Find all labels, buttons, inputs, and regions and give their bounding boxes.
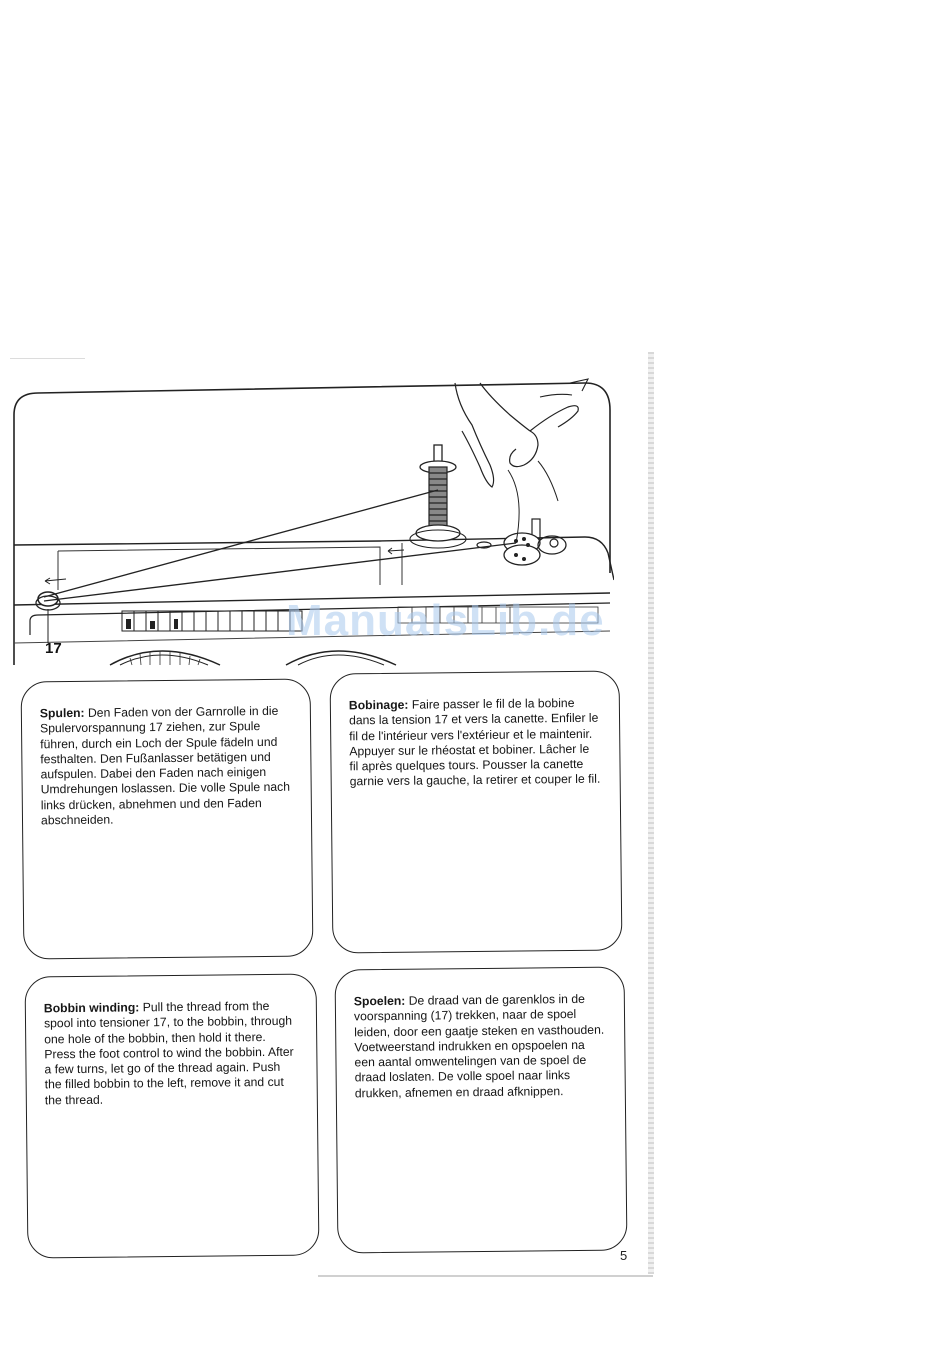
section-dutch-title: Spoelen: (353, 993, 409, 1009)
scan-edge-right (648, 352, 654, 1274)
section-german-title: Spulen: (39, 705, 89, 721)
section-dutch-text: De draad van de garenklos in de voorspanning (17) trekken, naar de spoel leiden, door een gaatje steken en vasthouden. Voetweerstand indrukken en opspoelen na een aantal omwentelingen van de spoel de draad loslaten. De volle spoel naar links drukken, afnemen en draad afknippen. (353, 991, 605, 1101)
page-number: 5 (620, 1248, 628, 1263)
section-french (330, 670, 623, 953)
section-german-text: Den Faden von der Garnrolle in die Spulervorspannung 17 ziehen, zur Spule führen, durch ein Loch der Spule fädeln und festhalten. Den Fußanlasser betätigen und aufspulen. Dabei den Faden nach einigen Umdrehungen loslassen. Die volle Spule nach links drücken, abnehmen und den Faden abschneiden. (39, 703, 291, 828)
figure-label-17: 17 (45, 640, 62, 657)
section-english-text: Pull the thread from the spool into tensioner 17, to the bobbin, through one hole of the bobbin, then hold it there. Press the foot control to wind the bobbin. After a few turns, let go of the thread again. Push the filled bobbin to the left, remove it and cut the thread. (43, 998, 294, 1108)
section-german (21, 678, 314, 959)
section-english-title: Bobbin winding: (43, 1000, 143, 1016)
scan-edge-bottom (318, 1275, 653, 1277)
section-english (25, 973, 320, 1258)
section-dutch (335, 966, 628, 1253)
section-french-text: Faire passer le fil de la bobine dans la tension 17 et vers la canette. Enfiler le fil de l'intérieur vers l'extérieur et le maintenir. Appuyer sur le rhéostat et bobiner. Lâcher le fil après quelques tours. Pousser la canette garnie vers la gauche, la retirer et couper le fil. (348, 695, 601, 789)
watermark: ManualsLib.de (286, 596, 605, 645)
scan-edge-top (10, 358, 85, 359)
section-french-title: Bobinage: (348, 697, 412, 713)
